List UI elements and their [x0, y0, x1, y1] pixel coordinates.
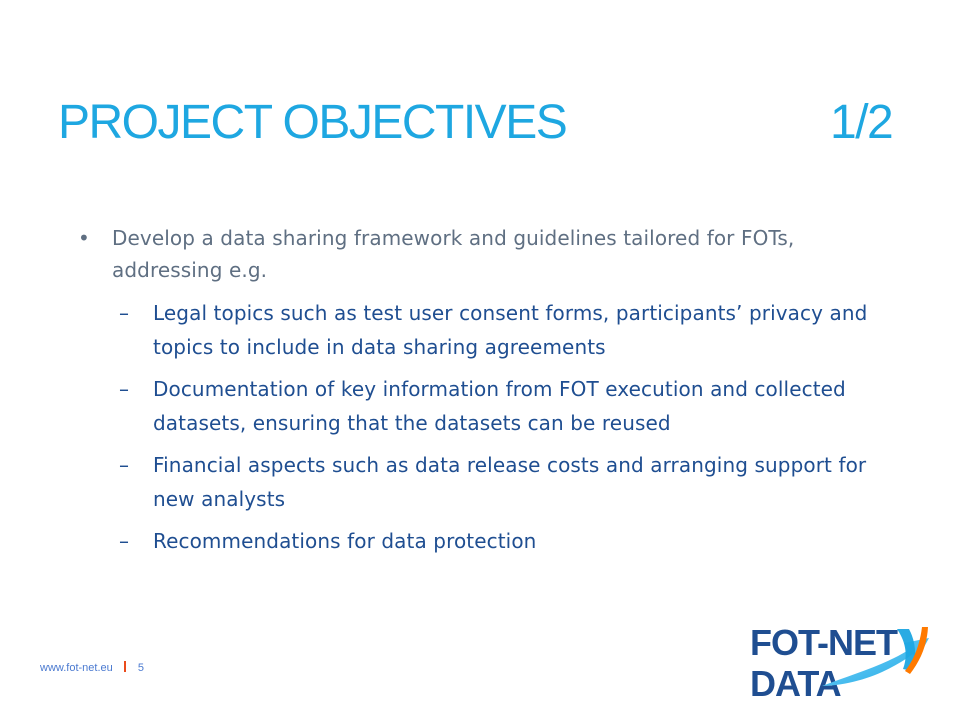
bullet-icon: • [78, 226, 90, 250]
dash-icon: – [119, 301, 130, 325]
footer [40, 660, 144, 676]
dash-icon: – [119, 529, 130, 553]
page-title [58, 88, 898, 158]
title-text: PROJECT OBJECTIVES [58, 96, 567, 149]
website-link[interactable]: www.fot-net.eu [40, 662, 113, 674]
sub-bullet-legal-topics [78, 296, 908, 364]
footer-separator [124, 661, 126, 672]
page-number: 5 [137, 662, 145, 674]
logo-line-1: FOT-NET [750, 622, 897, 663]
sub-bullet-text: Legal topics such as test user consent forms, participants’ privacy and topics to include in data sharing agreements [153, 301, 868, 359]
sub-bullet-financial-aspects [78, 448, 908, 516]
main-bullet [78, 222, 908, 286]
sub-bullet-text: Recommendations for data protection [153, 529, 537, 553]
sub-bullet-data-protection [78, 524, 908, 558]
fot-net-data-logo [746, 617, 936, 703]
title-page-indicator: 1/2 [830, 96, 893, 149]
objectives-content [78, 222, 908, 566]
main-bullet-text: Develop a data sharing framework and guidelines tailored for FOTs, addressing e.g. [112, 226, 795, 282]
sub-bullet-text: Financial aspects such as data release costs and arranging support for new analysts [153, 453, 867, 511]
dash-icon: – [119, 453, 130, 477]
logo-line-2: DATA [750, 663, 841, 703]
sub-bullet-documentation [78, 372, 908, 440]
sub-bullet-text: Documentation of key information from FOT execution and collected datasets, ensuring that the datasets can be reused [153, 377, 846, 435]
sub-bullet-list [78, 296, 908, 558]
dash-icon: – [119, 377, 130, 401]
